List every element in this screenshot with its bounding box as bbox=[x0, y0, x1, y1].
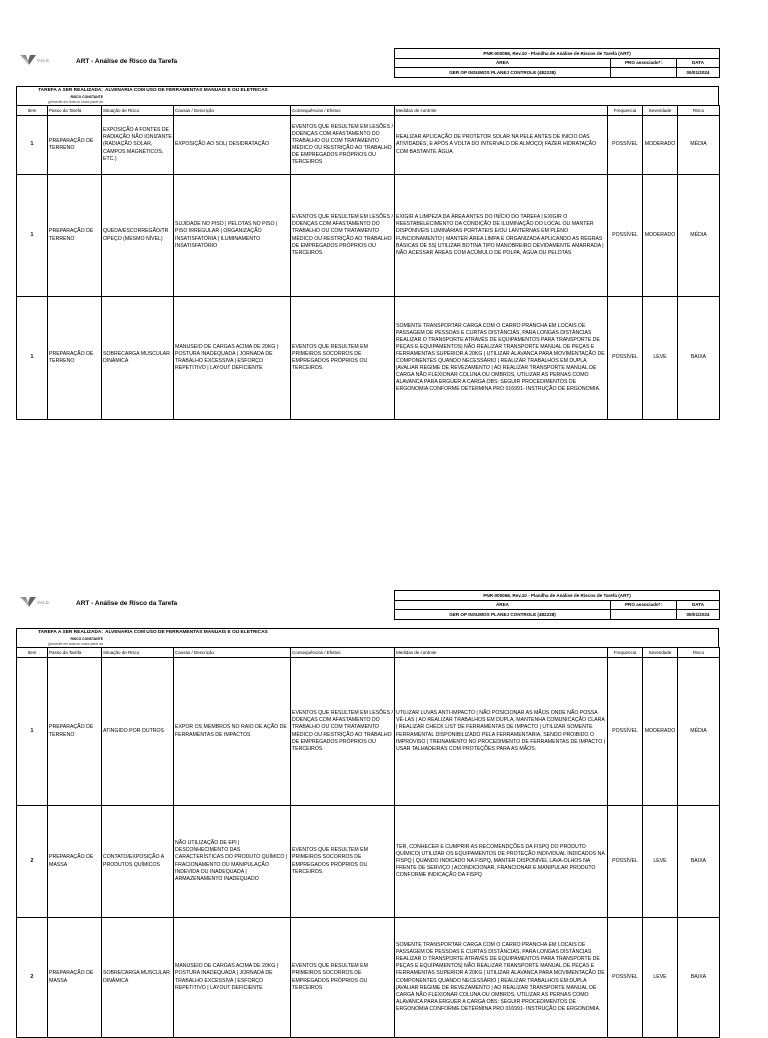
cell-consequencias: EVENTOS QUE RESULTEM EM LESÕES / DOENÇAS COM AFASTAMENTO DO TRABALHO OU COM TRATAMENTO MÉDICO OU RESTRIÇÃO AO TRABALHO DE EMPREGADOS PRÓPRIOS OU TERCEIROS bbox=[291, 658, 395, 806]
cell-passo: PREPARAÇÃO DE TERRENO bbox=[48, 658, 102, 806]
logo-text: VALE bbox=[37, 58, 50, 63]
cell-item: 2 bbox=[17, 918, 48, 1038]
col-risco: Risco bbox=[678, 648, 720, 658]
cell-risco: BAIXA bbox=[678, 297, 720, 420]
risk-table bbox=[16, 647, 720, 1038]
col-medidas: Medidas de controle bbox=[395, 648, 608, 658]
header-row bbox=[17, 106, 720, 116]
table-row bbox=[17, 658, 720, 806]
area-label: ÁREA bbox=[395, 600, 611, 610]
cell-medidas: SOMENTE TRANSPORTAR CARGA COM O CARRO PRANCHA EM LOCAIS DE PASSAGEM DE PESSOAS E CURTAS DISTÂNCIAS, PARA LONGAS DISTÂNCIAS REALIZAR O TRANSPORTE ATRAVÉS DE EQUIPAMENTOS PARA TRANSPORTE DE PEÇAS E EQUIPAMENTOS| NÃO REALIZAR TRANSPORTE MANUAL DE PEÇAS E FERRAMENTAS SUPERIOR A 20KG | UTILIZAR ALAVANCA PARA MOVIMENTAÇÃO DE COMPONENTES QUANDO NECESSÁRIO | REALIZAR TRABALHOS EM DUPLA |AVALIAR REGIME DE REVEZAMENTO | AO REALIZAR TRANSPORTE MANUAL DE CARGA NÃO FLEXIONAR COLUNA OU OMBROS, UTILIZAR AS PERNAS COMO ALAVANCA PARA ERGUER A CARGA OBS: SEGUIR PROCEDIMENTOS DE ERGONOMIA CONFORME DETERMINA PRO 016991- INSTRUÇÃO DE ERGONOMIA. bbox=[395, 297, 608, 420]
cell-severidade: MODERADO bbox=[643, 658, 678, 806]
cell-medidas: EXIGIR A LIMPEZA DA ÁREA ANTES DO INÍCIO DO TAREFA | EXIGIR O REESTABELECIMENTO DA CONDIÇÃO DE ILUMINAÇÃO DO LOCAL OU MANTER DISPONÍVEIS LUMINÁRIAS PORTÁTEIS E/OU LANTERNAS EM PLENO FUNCIONAMENTO | MANTER ÁREA LIMPA E ORGANIZADA APLICANDO AS REGRAS BÁSICAS DE 5S| UTILIZAR BOTINA TIPO MANOBREIRO DEVIDAMENTE AMARRADA | NÃO ACESSAR ÁREAS COM ACÚMULO DE POLPA, ÁGUA OU PELOTAS bbox=[395, 175, 608, 297]
cell-risco: MÉDIA bbox=[678, 175, 720, 297]
col-passo: Passo da Tarefa bbox=[48, 106, 102, 116]
cell-situacao: CONTATO/EXPOSIÇÃO A PRODUTOS QUÍMICOS bbox=[102, 806, 174, 918]
table-row bbox=[17, 918, 720, 1038]
pro-label: PRO associado*: bbox=[611, 58, 677, 68]
sheet-header bbox=[16, 48, 719, 86]
col-medidas: Medidas de controle bbox=[395, 106, 608, 116]
document-title: ART - Análise de Risco da Tarefa bbox=[76, 58, 178, 65]
cell-frequencia: POSSÍVEL bbox=[608, 918, 643, 1038]
cell-item: 1 bbox=[17, 297, 48, 420]
table-row bbox=[17, 116, 720, 175]
cell-consequencias: EVENTOS QUE RESULTEM EM PRIMEIROS SOCORROS DE EMPREGADOS PRÓPRIOS OU TERCEIROS bbox=[291, 918, 395, 1038]
cell-risco: BAIXA bbox=[678, 918, 720, 1038]
cell-passo: PREPARAÇÃO DE MASSA bbox=[48, 918, 102, 1038]
table-row bbox=[17, 297, 720, 420]
area-value: GER OP INSUMOS PLANEJ CONTROLE (482238) bbox=[395, 610, 611, 620]
task-value: ALVENARIA COM USO DE FERRAMENTAS MANUAIS E OU ELETRICAS bbox=[105, 630, 268, 635]
col-frequencia: Frequencia bbox=[608, 648, 643, 658]
vale-logo bbox=[20, 596, 60, 610]
constant-risk-row bbox=[16, 637, 719, 647]
cell-severidade: LEVE bbox=[643, 297, 678, 420]
table-row bbox=[17, 175, 720, 297]
col-consequencias: Consequências / Efeitos bbox=[291, 106, 395, 116]
cell-severidade: MODERADO bbox=[643, 116, 678, 175]
cell-frequencia: POSSÍVEL bbox=[608, 116, 643, 175]
cell-item: 1 bbox=[17, 175, 48, 297]
cell-risco: MÉDIA bbox=[678, 116, 720, 175]
cell-causas: MANUSEIO DE CARGAS ACIMA DE 20KG | POSTURA INADEQUADA | JORNADA DE TRABALHO EXCESSIVA | ESFORÇO REPETITIVO | LAYOUT DEFICIENTE bbox=[174, 297, 291, 420]
cell-frequencia: POSSÍVEL bbox=[608, 658, 643, 806]
cell-frequencia: POSSÍVEL bbox=[608, 297, 643, 420]
cell-consequencias: EVENTOS QUE RESULTEM EM PRIMEIROS SOCORROS DE EMPREGADOS PRÓPRIOS OU TERCEIROS bbox=[291, 297, 395, 420]
date-label: DATA bbox=[677, 58, 720, 68]
col-frequencia: Frequencia bbox=[608, 106, 643, 116]
cell-situacao: SOBRECARGA MUSCULAR DINÂMICA bbox=[102, 918, 174, 1038]
cell-passo: PREPARAÇÃO DE TERRENO bbox=[48, 116, 102, 175]
task-label: TAREFA A SER REALIZADA: bbox=[38, 630, 103, 635]
cell-situacao: SOBRECARGA MUSCULAR DINÂMICA bbox=[102, 297, 174, 420]
task-row bbox=[16, 628, 719, 637]
cell-medidas: SOMENTE TRANSPORTAR CARGA COM O CARRO PRANCHA EM LOCAIS DE PASSAGEM DE PESSOAS E CURTAS DISTÂNCIAS, PARA LONGAS DISTÂNCIAS REALIZAR O TRANSPORTE ATRAVÉS DE EQUIPAMENTOS PARA TRANSPORTE DE PEÇAS E EQUIPAMENTOS| NÃO REALIZAR TRANSPORTE MANUAL DE PEÇAS E FERRAMENTAS SUPERIOR A 20KG | UTILIZAR ALAVANCA PARA MOVIMENTAÇÃO DE COMPONENTES QUANDO NECESSÁRIO | REALIZAR TRABALHOS EM DUPLA |AVALIAR REGIME DE REVEZAMENTO | AO REALIZAR TRANSPORTE MANUAL DE CARGA NÃO FLEXIONAR COLUNA OU OMBROS, UTILIZAR AS PERNAS COMO ALAVANCA PARA ERGUER A CARGA OBS: SEGUIR PROCEDIMENTOS DE ERGONOMIA CONFORME DETERMINA PRO 016991- INSTRUÇÃO DE ERGONOMIA. bbox=[395, 918, 608, 1038]
meta-table bbox=[394, 590, 720, 620]
col-consequencias: Consequências / Efeitos bbox=[291, 648, 395, 658]
cell-situacao: ATINGIDO POR OUTROS bbox=[102, 658, 174, 806]
col-situacao: Situação de Risco bbox=[102, 648, 174, 658]
col-item: Item bbox=[17, 106, 48, 116]
cell-item: 1 bbox=[17, 116, 48, 175]
constant-risk-row bbox=[16, 95, 719, 105]
risk-table bbox=[16, 105, 720, 420]
area-label: ÁREA bbox=[395, 58, 611, 68]
col-causas: Causas / Descrição bbox=[174, 106, 291, 116]
cell-risco: MÉDIA bbox=[678, 658, 720, 806]
header-row bbox=[17, 648, 720, 658]
table-row bbox=[17, 806, 720, 918]
col-item: Item bbox=[17, 648, 48, 658]
date-label: DATA bbox=[677, 600, 720, 610]
cell-medidas: REALIZAR APLICAÇÃO DE PROTETOR SOLAR NA PELE ANTES DE INICIO DAS ATIVIDADES, E APÓS A VOLTA DO INTERVALO DE ALMOÇO| FAZER HIDRATAÇÃO COM BASTANTE ÁGUA bbox=[395, 116, 608, 175]
col-severidade: Severidade bbox=[643, 648, 678, 658]
col-situacao: Situação de Risco bbox=[102, 106, 174, 116]
task-value: ALVENARIA COM USO DE FERRAMENTAS MANUAIS E OU ELETRICAS bbox=[105, 88, 268, 93]
cell-situacao: EXPOSIÇÃO A FONTES DE RADIAÇÃO NÃO IONIZANTE (RADIAÇÃO SOLAR, CAMPOS MAGNÉTICOS, ETC.) bbox=[102, 116, 174, 175]
cell-item: 1 bbox=[17, 658, 48, 806]
art-sheet bbox=[16, 590, 719, 1038]
sheet-header bbox=[16, 590, 719, 628]
cell-severidade: LEVE bbox=[643, 806, 678, 918]
cell-severidade: LEVE bbox=[643, 918, 678, 1038]
constant-risk-label: RISCO CONSTANTE bbox=[70, 637, 103, 641]
cell-frequencia: POSSÍVEL bbox=[608, 806, 643, 918]
cell-medidas: UTILIZAR LUVAS ANTI-IMPACTO | NÃO POSICIONAR AS MÃOS ONDE NÃO POSSA VÊ-LAS | AO REALIZAR TRABALHOS EM DUPLA, MANTENHA COMUNICAÇÃO CLARA | REALIZAR CHECK LIST DE FERRAMENTAS DE IMPACTO | UTILIZAR SOMENTE FERRAMENTAL DISPONIBILIZADO PELA FERRAMENTARIA, SENDO PROIBIDO O IMPROVISO | TREINAMENTO NO PROCEDIMENTO DE FERRAMENTAS DE IMPACTO | USAR TALHADEIRAS COM PROTEÇÕES PARA AS MÃOS. bbox=[395, 658, 608, 806]
constant-risk-note: (presente em toda ou maior parte da bbox=[47, 642, 103, 646]
cell-causas: NÃO UTILIZAÇÃO DE EPI | DESCONHECIMENTO DAS CARACTERÍSTICAS DO PRODUTO QUÍMICO | FRACIONAMENTO OU MANIPULAÇÃO INDEVIDA OU INADEQUADA | ARMAZENAMENTO INADEQUADO bbox=[174, 806, 291, 918]
document-title: ART - Análise de Risco da Tarefa bbox=[76, 600, 178, 607]
cell-passo: PREPARAÇÃO DE MASSA bbox=[48, 806, 102, 918]
vale-logo bbox=[20, 54, 60, 68]
cell-causas: EXPOR OS MEMBROS NO RAIO DE AÇÃO DE FERRAMENTAS DE IMPACTOS bbox=[174, 658, 291, 806]
date-value: 05/01/2024 bbox=[677, 68, 720, 78]
date-value: 05/01/2024 bbox=[677, 610, 720, 620]
constant-risk-label: RISCO CONSTANTE bbox=[70, 95, 103, 99]
form-reference: PNR-000068, Rev.10 - Planilha de Análise de Riscos de Tarefa (ART) bbox=[395, 591, 720, 601]
task-row bbox=[16, 86, 719, 95]
cell-situacao: QUEDA/ESCORREGÃO/TROPEÇO (MESMO NÍVEL) bbox=[102, 175, 174, 297]
form-reference: PNR-000068, Rev.10 - Planilha de Análise de Riscos de Tarefa (ART) bbox=[395, 49, 720, 59]
cell-frequencia: POSSÍVEL bbox=[608, 175, 643, 297]
task-label: TAREFA A SER REALIZADA: bbox=[38, 88, 103, 93]
cell-consequencias: EVENTOS QUE RESULTEM EM LESÕES / DOENÇAS COM AFASTAMENTO DO TRABALHO OU COM TRATAMENTO MÉDICO OU RESTRIÇÃO AO TRABALHO DE EMPREGADOS PRÓPRIOS OU TERCEIROS bbox=[291, 116, 395, 175]
cell-passo: PREPARAÇÃO DE TERRENO bbox=[48, 175, 102, 297]
cell-severidade: MODERADO bbox=[643, 175, 678, 297]
cell-passo: PREPARAÇÃO DE TERRENO bbox=[48, 297, 102, 420]
pro-value bbox=[611, 610, 677, 620]
col-risco: Risco bbox=[678, 106, 720, 116]
vale-logo-icon bbox=[20, 596, 36, 608]
cell-medidas: TER, CONHECER E CUMPRIR AS RECOMENDÇÕES DA FISPQ DO PRODUTO QUÍMICO| UTILIZAR OS EQUIPAMENTOS DE PROTEÇÃO INDIVIDUAL INDICADOS NA FISPQ | QUANDO INDICADO NA FISPQ, MANTER DISPONÍVEL LAVA-OLHOS NA FRENTE DE SERVIÇO | ACONDICIONAR, FRANCIONAR E MANIPULAR PRODUTO CONFORME INDICAÇÃO DA FISPQ bbox=[395, 806, 608, 918]
logo-text: VALE bbox=[37, 600, 50, 605]
vale-logo-icon bbox=[20, 54, 36, 66]
col-causas: Causas / Descrição bbox=[174, 648, 291, 658]
pro-value bbox=[611, 68, 677, 78]
cell-causas: SUJIDADE NO PISO | PELOTAS NO PISO | PISO IRREGULAR | ORGANIZAÇÃO INSATISFATÓRIA | ILUMINAMENTO INSATISFATÓRIO bbox=[174, 175, 291, 297]
art-sheet bbox=[16, 48, 719, 420]
cell-risco: BAIXA bbox=[678, 806, 720, 918]
cell-consequencias: EVENTOS QUE RESULTEM EM PRIMEIROS SOCORROS DE EMPREGADOS PRÓPRIOS OU TERCEIROS bbox=[291, 806, 395, 918]
meta-table bbox=[394, 48, 720, 78]
cell-item: 2 bbox=[17, 806, 48, 918]
col-severidade: Severidade bbox=[643, 106, 678, 116]
cell-causas: EXPOSIÇÃO AO SOL| DESIDRATAÇÃO bbox=[174, 116, 291, 175]
constant-risk-note: (presente em toda ou maior parte da bbox=[47, 100, 103, 104]
cell-causas: MANUSEIO DE CARGAS ACIMA DE 20KG | POSTURA INADEQUADA | JORNADA DE TRABALHO EXCESSIVA | ESFORÇO REPETITIVO | LAYOUT DEFICIENTE bbox=[174, 918, 291, 1038]
col-passo: Passo da Tarefa bbox=[48, 648, 102, 658]
pro-label: PRO associado*: bbox=[611, 600, 677, 610]
cell-consequencias: EVENTOS QUE RESULTEM EM LESÕES / DOENÇAS COM AFASTAMENTO DO TRABALHO OU COM TRATAMENTO MÉDICO OU RESTRIÇÃO AO TRABALHO DE EMPREGADOS PRÓPRIOS OU TERCEIROS bbox=[291, 175, 395, 297]
area-value: GER OP INSUMOS PLANEJ CONTROLE (482238) bbox=[395, 68, 611, 78]
